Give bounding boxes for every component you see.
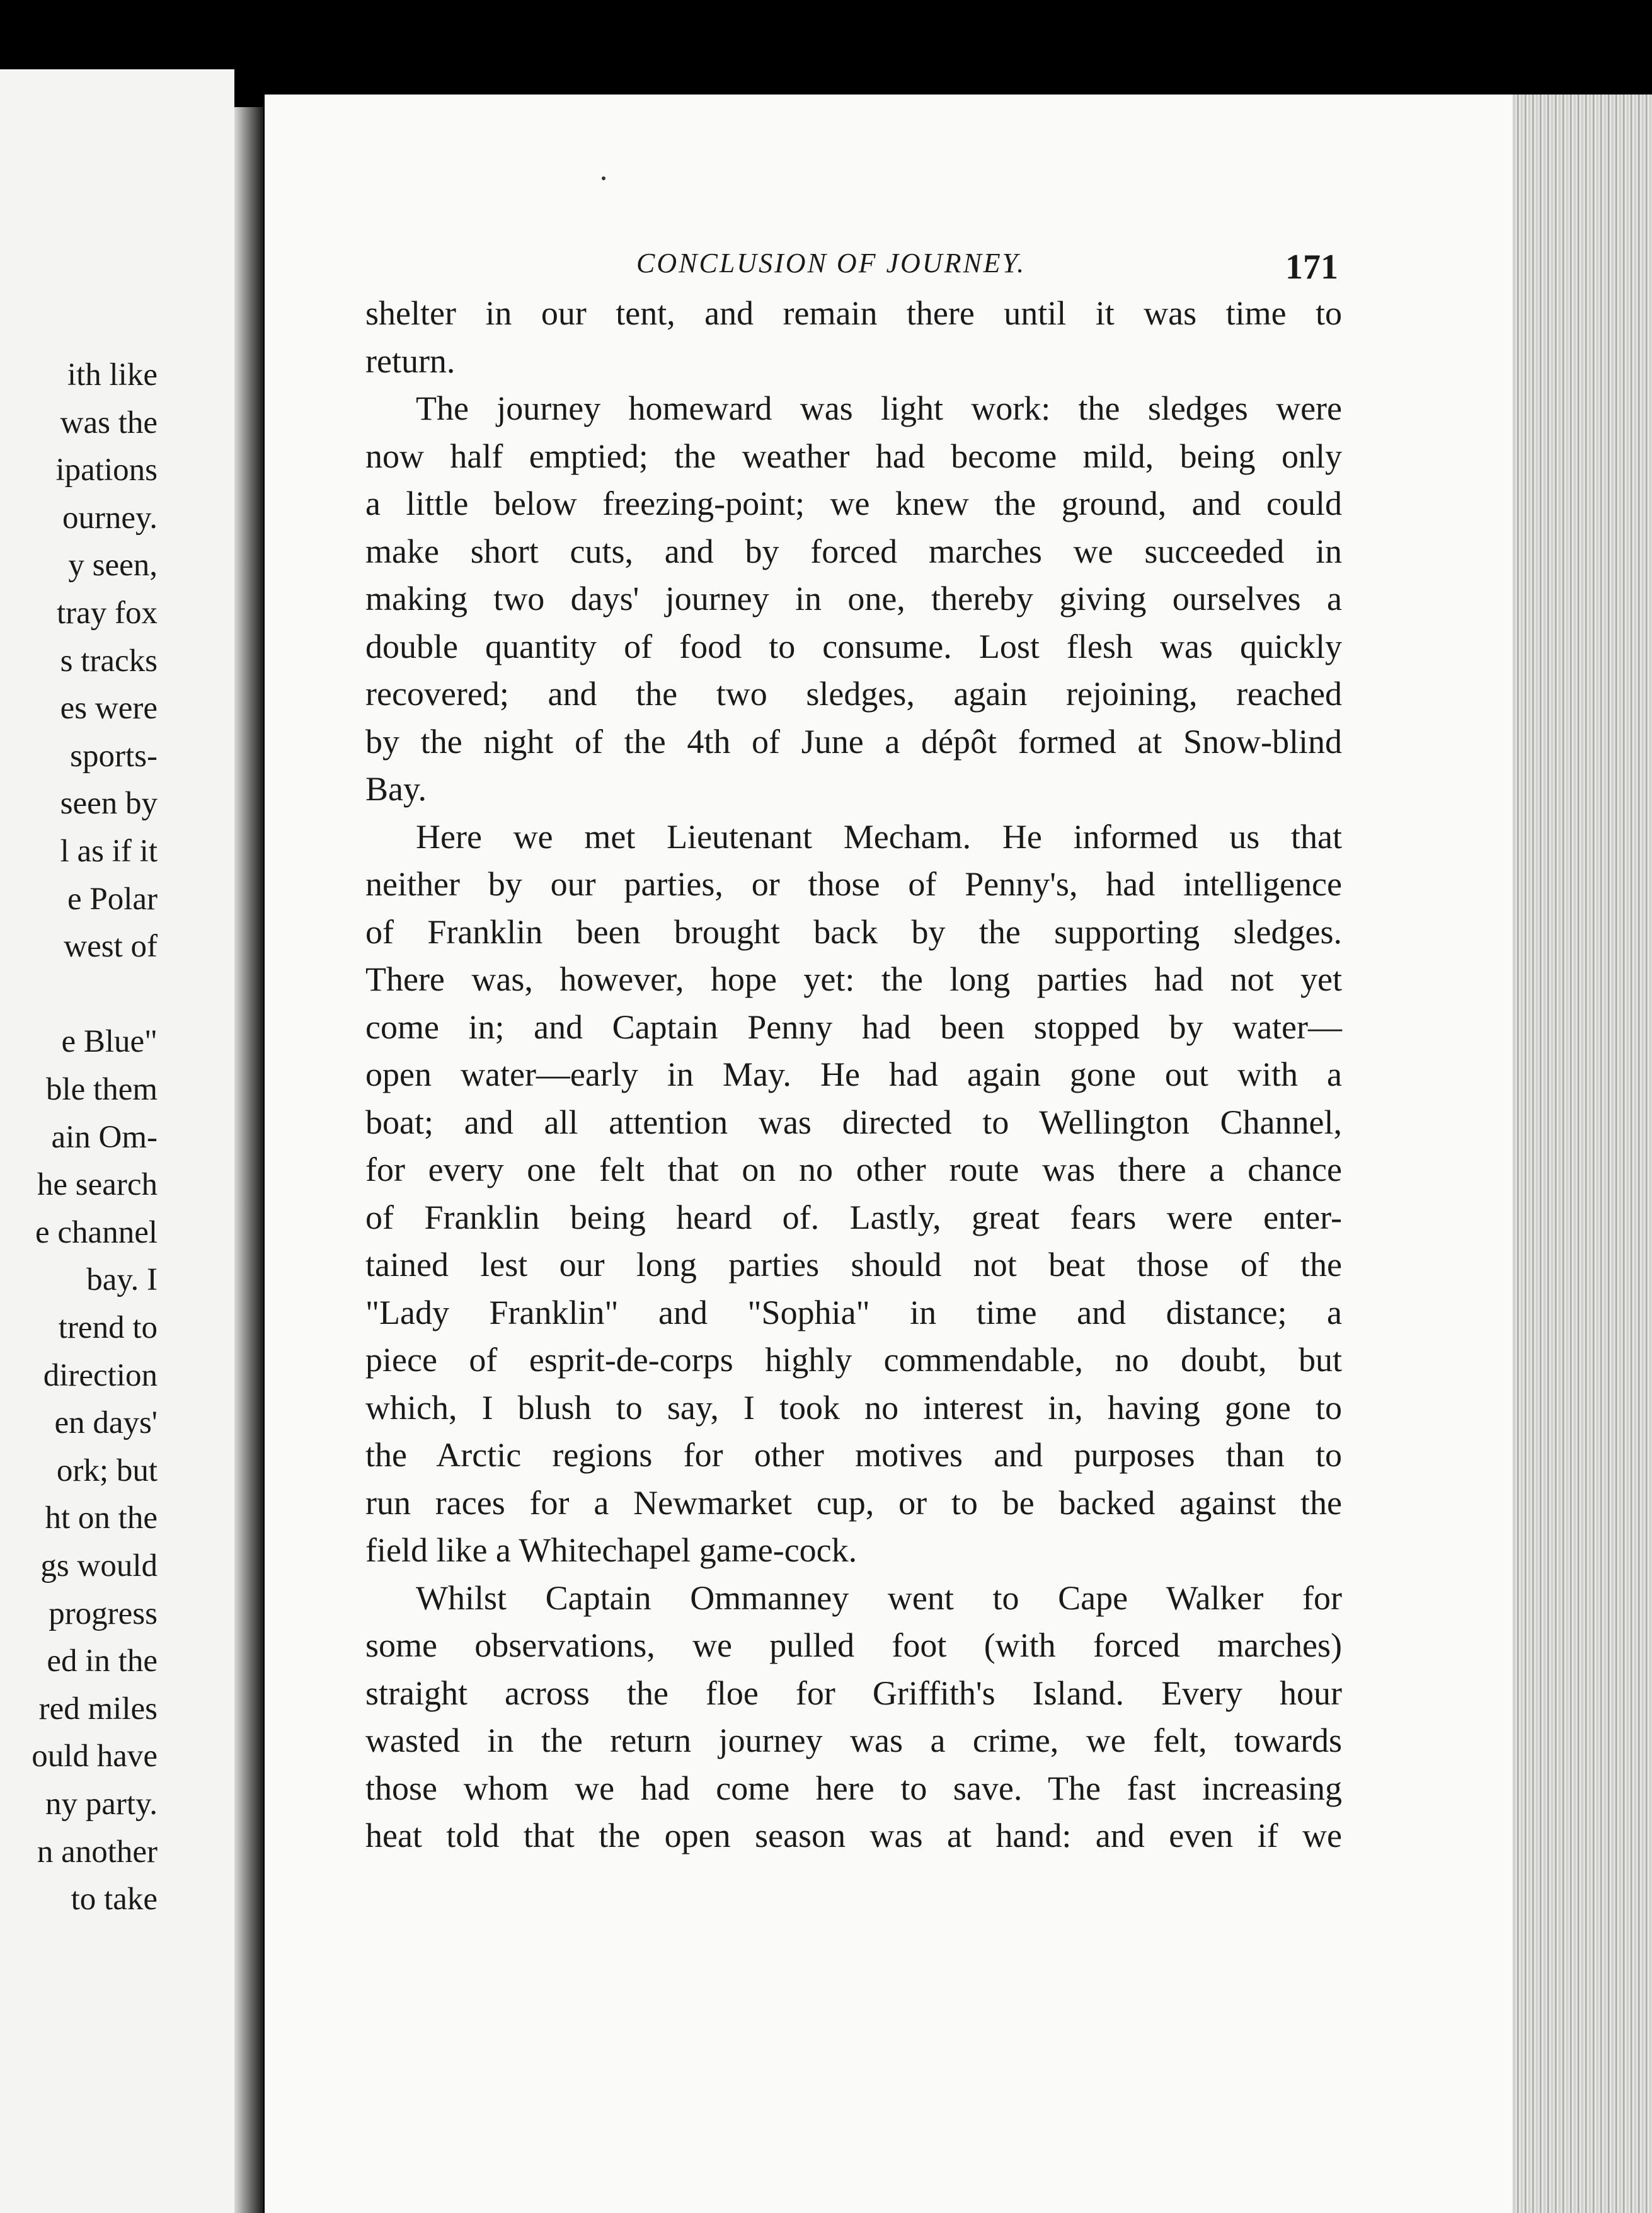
left-page-line: ht on the <box>45 1500 158 1536</box>
text-line: Here we met Lieutenant Mecham. He informed us that <box>416 817 1342 856</box>
text-line: by the night of the 4th of June a dépôt formed at Snow-blind <box>365 722 1342 761</box>
text-line: return. <box>365 342 456 380</box>
left-page-line: ork; but <box>56 1452 158 1488</box>
left-page-line: to take <box>71 1882 158 1917</box>
left-page-line: bay. I <box>86 1262 158 1298</box>
left-page-line: e channel <box>35 1214 158 1250</box>
text-line: "Lady Franklin" and "Sophia" in time and distance; a <box>365 1293 1342 1331</box>
text-line: the Arctic regions for other motives and purposes than to <box>365 1436 1342 1474</box>
left-page-line: s tracks <box>60 643 158 679</box>
speck <box>602 176 605 180</box>
text-line: wasted in the return journey was a crime, we felt, towards <box>365 1722 1342 1759</box>
left-page-line: red miles <box>38 1691 158 1727</box>
left-page-line: e Blue" <box>61 1024 158 1060</box>
left-page-line: e Polar <box>67 881 158 917</box>
left-page-line: trend to <box>58 1310 158 1345</box>
page-number: 171 <box>1285 248 1338 287</box>
running-title: CONCLUSION OF JOURNEY. <box>636 248 1026 279</box>
left-page-line: ble them <box>45 1072 158 1107</box>
left-page-line: ipations <box>55 452 158 488</box>
left-page-line: ed in the <box>47 1643 158 1679</box>
left-page-line: ny party. <box>45 1786 158 1822</box>
text-line: making two days' journey in one, thereby giving ourselves a <box>365 580 1342 618</box>
left-page-line: n another <box>37 1834 158 1870</box>
left-page-line: ourney. <box>62 500 158 536</box>
left-page-line: l as if it <box>60 834 158 869</box>
text-line: open water—early in May. He had again gone out with a <box>365 1055 1342 1093</box>
left-page-line: seen by <box>60 786 158 822</box>
text-line: recovered; and the two sledges, again rejoining, reached <box>365 675 1342 713</box>
left-page <box>0 69 234 2213</box>
text-line: run races for a Newmarket cup, or to be backed against the <box>365 1483 1342 1522</box>
book-gutter <box>234 107 263 2213</box>
left-page-line: gs would <box>40 1548 158 1584</box>
text-line: field like a Whitechapel game-cock. <box>365 1531 858 1569</box>
text-line: double quantity of food to consume. Lost flesh was quickly <box>365 627 1342 665</box>
text-line: There was, however, hope yet: the long parties had not yet <box>365 960 1342 998</box>
text-line: boat; and all attention was directed to Wellington Channel, <box>365 1103 1342 1141</box>
text-line: heat told that the open season was at hand: and even if we <box>365 1817 1342 1854</box>
text-line: Bay. <box>365 770 427 808</box>
left-page-line: was the <box>60 405 158 440</box>
text-line: The journey homeward was light work: the sledges were <box>416 389 1342 427</box>
text-line: straight across the floe for Griffith's Island. Every hour <box>365 1674 1342 1712</box>
text-line: tained lest our long parties should not beat those of the <box>365 1246 1342 1284</box>
text-line: make short cuts, and by forced marches we succeeded in <box>365 532 1342 570</box>
text-line: piece of esprit-de-corps highly commendable, no doubt, but <box>365 1341 1342 1379</box>
page-edges <box>1512 95 1652 2213</box>
left-page-line: west of <box>64 929 158 965</box>
left-page-line: y seen, <box>68 548 158 583</box>
left-page-line: ith like <box>67 357 158 393</box>
text-line: of Franklin been brought back by the supporting sledges. <box>365 912 1342 951</box>
text-line: Whilst Captain Ommanney went to Cape Walker for <box>416 1578 1342 1617</box>
text-line: of Franklin being heard of. Lastly, great fears were enter- <box>365 1198 1342 1236</box>
text-line: neither by our parties, or those of Penny's, had intelligence <box>365 865 1342 903</box>
left-page-line: es were <box>60 691 158 727</box>
text-line: come in; and Captain Penny had been stopped by water— <box>365 1008 1342 1046</box>
left-page-line: tray fox <box>56 595 158 631</box>
text-line: for every one felt that on no other route was there a chance <box>365 1151 1342 1188</box>
left-page-line: ain Om- <box>51 1119 158 1155</box>
text-line: shelter in our tent, and remain there until it was time to <box>365 294 1342 332</box>
text-line: a little below freezing-point; we knew the ground, and could <box>365 485 1342 522</box>
left-page-line: en days' <box>54 1405 158 1441</box>
left-page-line: he search <box>37 1167 158 1203</box>
left-page-line: progress <box>49 1595 158 1631</box>
left-page-line: ould have <box>32 1739 158 1774</box>
text-line: those whom we had come here to save. The fast increasing <box>365 1769 1342 1807</box>
left-page-line: sports- <box>70 738 158 774</box>
text-line: some observations, we pulled foot (with forced marches) <box>365 1626 1342 1664</box>
left-page-line: direction <box>43 1357 158 1393</box>
text-line: which, I blush to say, I took no interest in, having gone to <box>365 1388 1342 1427</box>
text-line: now half emptied; the weather had become mild, being only <box>365 437 1342 475</box>
